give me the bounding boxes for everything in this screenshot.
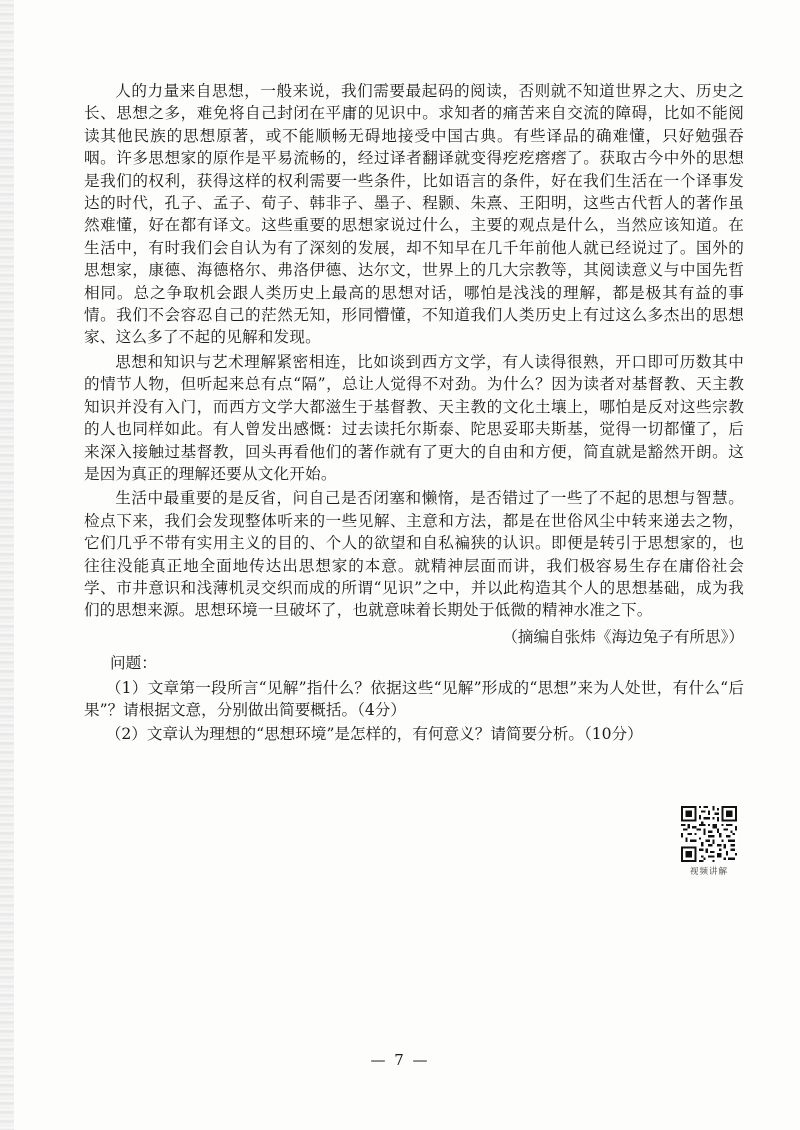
page-number: — 7 — <box>370 1051 430 1069</box>
question-1: （1）文章第一段所言“见解”指什么？依据这些“见解”形成的“思想”来为人处世，有什么“后果”？请根据文意，分别做出简要概括。（4分） <box>84 678 744 719</box>
question-2: （2）文章认为理想的“思想环境”是怎样的，有何意义？请简要分析。（10分） <box>105 725 643 744</box>
article-paragraph-1: 人的力量来自思想，一般来说，我们需要最起码的阅读，否则就不知道世界之大、历史之长、思想之多，难免将自己封闭在平庸的见识中。求知者的痛苦来自交流的障碍，比如不能阅读其他民族的思想原著，或不能顺畅无碍地接受中国古典。有些译品的确难懂，只好勉强吞咽。许多思想家的原作是平易流畅的，经过译者翻译就变得疙疙瘩瘩了。获取古今中外的思想是我们的权利，获得这样的权利需要一些条件，比如语言的条件，好在我们生活在一个译事发达的时代，孔子、孟子、荀子、韩非子、墨子、程颢、朱熹、王阳明，这些古代哲人的著作虽然难懂，好在都有译文。这些重要的思想家说过什么，主要的观点是什么，当然应该知道。在生活中，有时我们会自认为有了深刻的发展，却不知早在几千年前他人就已经说过了。国外的思想家，康德、海德格尔、弗洛伊德、达尔文，世界上的几大宗教等，其阅读意义与中国先哲相同。总之争取机会跟人类历史上最高的思想对话，哪怕是浅浅的理解，都是极其有益的事情。我们不会容忍自己的茫然无知，形同懵懂，不知道我们人类历史上有过这么多杰出的思想家、这么多了不起的见解和发现。 <box>84 82 744 347</box>
article-source: （摘编自张炜《海边兔子有所思》） <box>502 627 744 646</box>
document-body <box>84 80 744 746</box>
video-qr-block[interactable] <box>678 806 740 878</box>
questions-heading: 问题： <box>110 654 157 673</box>
article-paragraph-2: 思想和知识与艺术理解紧密相连，比如谈到西方文学，有人读得很熟，开口即可历数其中的情节人物，但听起来总有点“隔”，总让人觉得不对劲。为什么？因为读者对基督教、天主教知识并没有入门，而西方文学大都滋生于基督教、天主教的文化土壤上，哪怕是反对这些宗教的人也同样如此。有人曾发出感慨：过去读托尔斯泰、陀思妥耶夫斯基，觉得一切都懂了，后来深入接触过基督教，回头再看他们的著作就有了更大的自由和方便，简直就是豁然开朗。这是因为真正的理解还要从文化开始。 <box>84 352 744 483</box>
article-paragraph-3: 生活中最重要的是反省，问自己是否闭塞和懒惰，是否错过了一些了不起的思想与智慧。检点下来，我们会发现整体听来的一些见解、主意和方法，都是在世俗风尘中转来递去之物，它们几乎不带有实用主义的目的、个人的欲望和自私褊狭的认识。即便是转引于思想家的，也往往没能真正地全面地传达出思想家的本意。就精神层面而讲，我们极容易生存在庸俗社会学、市井意识和浅薄机灵交织而成的所谓“见识”之中，并以此构造其个人的思想基础，成为我们的思想来源。思想环境一旦破坏了，也就意味着长期处于低微的精神水准之下。 <box>84 489 744 620</box>
qr-code-icon[interactable] <box>681 806 737 862</box>
scan-edge <box>0 0 14 1130</box>
qr-caption: 视频讲解 <box>689 867 728 877</box>
